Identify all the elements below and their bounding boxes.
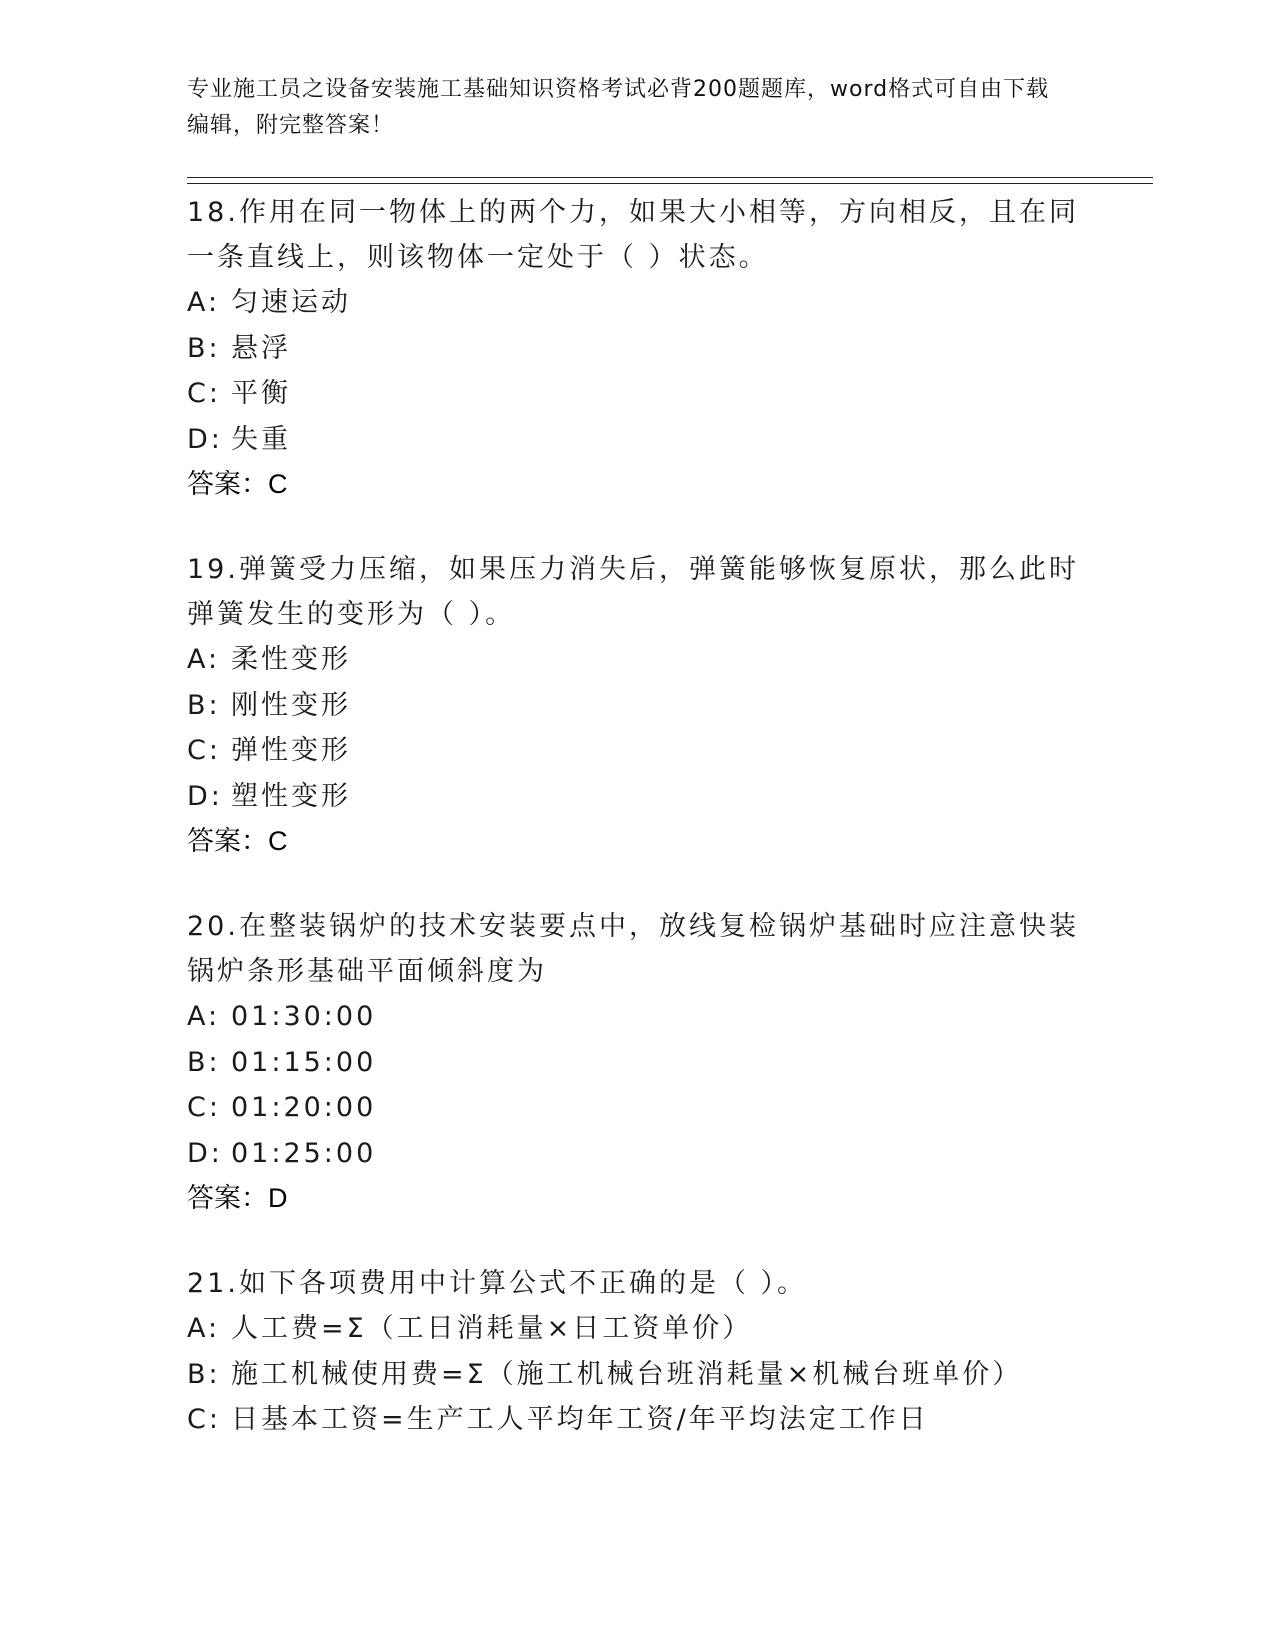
option-text: 平衡 — [231, 378, 291, 409]
option-letter: D: — [187, 423, 223, 455]
option-letter: A: — [187, 1313, 221, 1344]
question-stem: 18.作用在同一物体上的两个力，如果大小相等，方向相反，且在同一条直线上，则该物体一定处于（ ）状态。 — [187, 197, 1079, 273]
option-letter: A: — [187, 287, 221, 318]
option-text: 失重 — [231, 423, 291, 455]
question-20 — [187, 904, 1087, 1221]
document-header: 专业施工员之设备安装施工基础知识资格考试必背200题题库，word格式可自由下载编辑，附完整答案！ — [187, 77, 1050, 138]
answer-line: 答案：C — [187, 469, 288, 499]
option-a — [187, 637, 1087, 683]
option-text: 柔性变形 — [231, 644, 351, 675]
option-c — [187, 728, 1087, 774]
option-text: 施工机械使用费=Σ（施工机械台班消耗量×机械台班单价） — [231, 1358, 1023, 1390]
option-c — [187, 371, 1087, 417]
option-d — [187, 1131, 1087, 1177]
option-a — [187, 1306, 1087, 1352]
option-letter: B: — [187, 332, 221, 364]
option-c — [187, 1397, 1087, 1443]
question-18 — [187, 190, 1087, 507]
option-text: 悬浮 — [231, 332, 291, 364]
option-a — [187, 994, 1087, 1040]
option-b — [187, 1040, 1087, 1086]
option-text: 人工费=Σ（工日消耗量×日工资单价） — [231, 1313, 753, 1344]
option-text: 01:25:00 — [231, 1137, 377, 1169]
option-letter: A: — [187, 1001, 221, 1032]
answer-line: 答案：C — [187, 826, 288, 856]
option-text: 01:20:00 — [231, 1092, 377, 1123]
option-letter: C: — [187, 1404, 221, 1435]
option-text: 01:15:00 — [231, 1046, 377, 1078]
question-list — [187, 190, 1087, 1483]
question-stem: 19.弹簧受力压缩，如果压力消失后，弹簧能够恢复原状，那么此时弹簧发生的变形为（ ）。 — [187, 554, 1079, 630]
question-21 — [187, 1261, 1087, 1443]
option-a — [187, 280, 1087, 326]
option-b — [187, 683, 1087, 729]
option-text: 01:30:00 — [231, 1001, 377, 1032]
option-text: 日基本工资=生产工人平均年工资/年平均法定工作日 — [231, 1404, 929, 1435]
option-letter: D: — [187, 1137, 223, 1169]
option-b — [187, 1352, 1087, 1398]
option-letter: B: — [187, 689, 221, 721]
question-stem: 21.如下各项费用中计算公式不正确的是（ ）。 — [187, 1268, 808, 1299]
option-text: 匀速运动 — [231, 287, 351, 318]
option-letter: D: — [187, 780, 223, 812]
option-text: 塑性变形 — [231, 780, 351, 812]
option-letter: C: — [187, 1092, 221, 1123]
header-divider-bottom — [187, 183, 1153, 184]
question-stem: 20.在整装锅炉的技术安装要点中，放线复检锅炉基础时应注意快装锅炉条形基础平面倾斜度为 — [187, 911, 1079, 987]
option-letter: B: — [187, 1046, 221, 1078]
option-letter: C: — [187, 735, 221, 766]
option-letter: A: — [187, 644, 221, 675]
answer-line: 答案：D — [187, 1183, 288, 1213]
question-19 — [187, 547, 1087, 864]
option-letter: C: — [187, 378, 221, 409]
option-b — [187, 326, 1087, 372]
option-d — [187, 774, 1087, 820]
option-text: 刚性变形 — [231, 689, 351, 721]
option-d — [187, 417, 1087, 463]
option-text: 弹性变形 — [231, 735, 351, 766]
option-letter: B: — [187, 1358, 221, 1390]
option-c — [187, 1085, 1087, 1131]
header-divider-top — [187, 177, 1153, 178]
